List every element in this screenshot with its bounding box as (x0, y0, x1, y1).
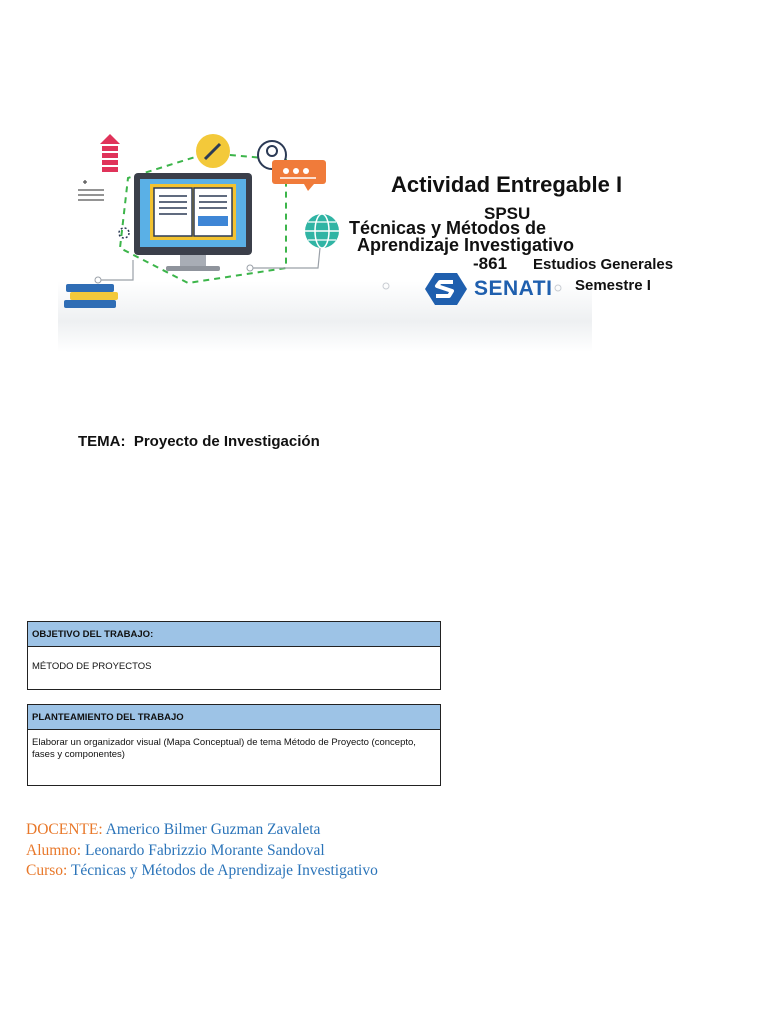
objective-body: MÉTODO DE PROYECTOS (32, 661, 152, 672)
activity-title: Actividad Entregable I (391, 172, 623, 197)
objective-box (27, 621, 441, 690)
statement-header: PLANTEAMIENTO DEL TRABAJO (28, 705, 440, 730)
semester-label: Semestre I (575, 277, 651, 294)
topic-value: Proyecto de Investigación (133, 433, 320, 450)
course-code-suffix: -861 (473, 254, 508, 273)
course-name-line2: Aprendizaje Investigativo (357, 235, 575, 255)
statement-body: Elaborar un organizador visual (Mapa Conceptual) de tema Método de Proyecto (concepto, fases y componentes) (32, 737, 416, 760)
course-name: Técnicas y Métodos de Aprendizaje Investigativo (70, 862, 378, 879)
course-code-prefix: SPSU (484, 204, 531, 223)
institution-name: SENATI (474, 277, 553, 300)
senati-logo-icon (424, 272, 468, 306)
student-name: Leonardo Fabrizzio Morante Sandoval (85, 842, 325, 859)
topic-line (78, 433, 320, 450)
student-line (26, 842, 325, 860)
teacher-name: Americo Bilmer Guzman Zavaleta (105, 821, 321, 838)
course-name-line1: Técnicas y Métodos de (349, 218, 547, 238)
teacher-line (26, 821, 320, 839)
topic-label: TEMA: (78, 433, 126, 450)
teacher-label: DOCENTE: (26, 821, 103, 838)
statement-box (27, 704, 441, 786)
program-name: Estudios Generales (533, 256, 674, 273)
course-line (26, 862, 378, 880)
student-label: Alumno: (26, 842, 82, 859)
objective-header: OBJETIVO DEL TRABAJO: (28, 622, 440, 647)
course-label: Curso: (26, 862, 68, 879)
